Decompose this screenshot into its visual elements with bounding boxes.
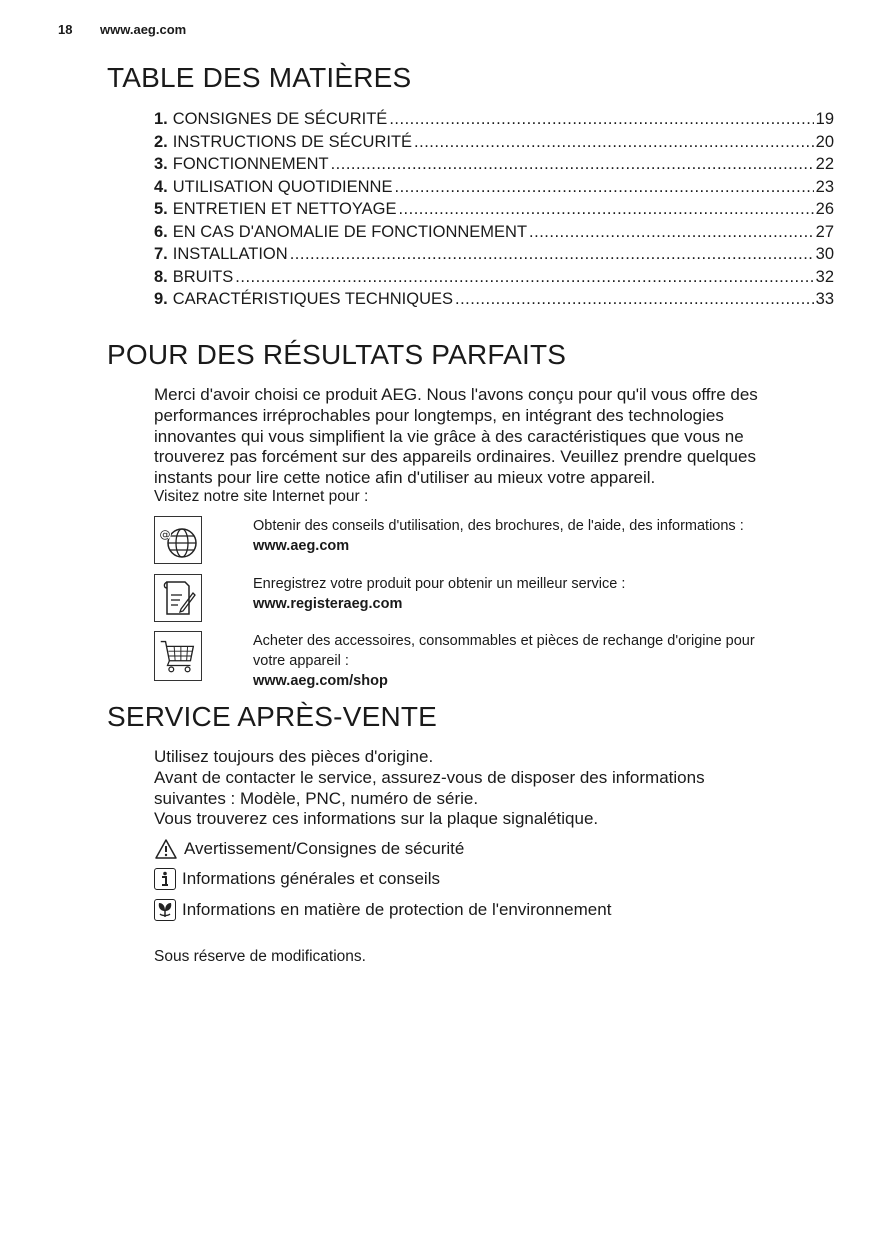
service-line: Utilisez toujours des pièces d'origine.: [154, 747, 434, 766]
toc-item-label: FONCTIONNEMENT: [172, 155, 329, 173]
toc-item-label: INSTALLATION: [172, 245, 288, 263]
toc-item-label: CARACTÉRISTIQUES TECHNIQUES: [172, 290, 453, 308]
link-url-aeg[interactable]: www.aeg.com: [253, 538, 350, 554]
link-url-shop[interactable]: www.aeg.com/shop: [253, 673, 388, 689]
toc-item[interactable]: [154, 290, 834, 313]
toc-item[interactable]: [154, 268, 834, 291]
symbol-warning-row: [154, 838, 464, 860]
service-title: SERVICE APRÈS-VENTE: [107, 701, 438, 732]
service-line: Vous trouverez ces informations sur la plaque signalétique.: [154, 809, 599, 829]
info-icon: [154, 868, 176, 890]
table-of-contents: [154, 110, 834, 313]
intro-line: innovantes qui vous simplifient la vie grâce à des caractéristiques que vous ne: [154, 426, 744, 446]
toc-item[interactable]: [154, 133, 834, 156]
toc-item-number: 5.: [154, 200, 168, 218]
toc-item-label: CONSIGNES DE SÉCURITÉ: [172, 110, 388, 128]
toc-item[interactable]: [154, 223, 834, 246]
link-url-register[interactable]: www.registeraeg.com: [253, 596, 403, 612]
register-document-icon: [154, 574, 202, 622]
toc-item-label: EN CAS D'ANOMALIE DE FONCTIONNEMENT: [172, 222, 528, 241]
toc-item-page: 23: [815, 177, 834, 196]
link-description: Enregistrez votre produit pour obtenir un meilleur service :: [253, 576, 626, 592]
link-description: Acheter des accessoires, consommables et pièces de rechange d'origine pour: [253, 633, 755, 649]
symbol-label: Avertissement/Consignes de sécurité: [184, 839, 465, 858]
toc-item-label: BRUITS: [172, 267, 234, 286]
toc-item-page: 30: [815, 245, 834, 263]
results-title: POUR DES RÉSULTATS PARFAITS: [107, 339, 567, 370]
toc-item-page: 26: [815, 200, 834, 218]
toc-item-page: 20: [815, 132, 834, 151]
toc-item[interactable]: [154, 110, 834, 133]
symbol-label: Informations en matière de protection de l'environnement: [182, 900, 612, 919]
toc-item-number: 1.: [154, 110, 168, 128]
toc-title: TABLE DES MATIÈRES: [107, 62, 412, 93]
toc-item-label: UTILISATION QUOTIDIENNE: [172, 177, 393, 196]
globe-at-icon: [154, 516, 202, 564]
modification-note: Sous réserve de modifications.: [154, 948, 366, 965]
toc-item-number: 4.: [154, 177, 168, 196]
intro-line: Merci d'avoir choisi ce produit AEG. Nous l'avons conçu pour qu'il vous offre des: [154, 385, 758, 404]
environment-icon: [154, 899, 176, 921]
toc-item-page: 33: [815, 290, 834, 308]
header-site-url: www.aeg.com: [100, 22, 187, 37]
page-number: 18: [58, 22, 73, 37]
service-line: Avant de contacter le service, assurez-vous de disposer des informations: [154, 767, 705, 787]
symbol-environment-row: [154, 899, 611, 921]
toc-item-label: ENTRETIEN ET NETTOYAGE: [172, 200, 397, 218]
service-line: suivantes : Modèle, PNC, numéro de série.: [154, 788, 479, 808]
toc-item-page: 22: [815, 155, 834, 173]
toc-item-page: 19: [815, 110, 834, 128]
intro-line: instants pour lire cette notice afin d'utiliser au mieux votre appareil.: [154, 468, 656, 488]
shopping-cart-icon: [154, 631, 202, 681]
symbol-label: Informations générales et conseils: [182, 869, 440, 888]
toc-item[interactable]: [154, 200, 834, 223]
toc-item-number: 3.: [154, 155, 168, 173]
link-row-info: [154, 516, 844, 568]
toc-item[interactable]: [154, 245, 834, 268]
toc-item-number: 6.: [154, 222, 168, 241]
service-paragraph: [154, 747, 839, 830]
intro-line: trouverez pas forcément sur des appareils ordinaires. Veuillez prendre quelques: [154, 447, 756, 467]
toc-item-number: 8.: [154, 267, 168, 286]
link-row-shop: [154, 631, 844, 687]
intro-paragraph: [154, 385, 839, 489]
toc-item-label: INSTRUCTIONS DE SÉCURITÉ: [172, 132, 413, 151]
symbol-info-row: [154, 868, 440, 890]
link-description: votre appareil :: [253, 653, 349, 669]
toc-item[interactable]: [154, 155, 834, 178]
toc-item-page: 27: [815, 222, 834, 241]
toc-item-number: 2.: [154, 132, 168, 151]
intro-line: performances irréprochables pour longtemps, en intégrant des technologies: [154, 405, 724, 425]
warning-icon: [154, 838, 178, 860]
visit-website-label: Visitez notre site Internet pour :: [154, 488, 369, 505]
toc-item-page: 32: [815, 267, 834, 286]
toc-item[interactable]: [154, 178, 834, 201]
toc-item-number: 7.: [154, 245, 168, 263]
svg-text:@: @: [159, 528, 171, 541]
link-description: Obtenir des conseils d'utilisation, des brochures, de l'aide, des informations :: [253, 518, 744, 534]
toc-item-number: 9.: [154, 290, 168, 308]
link-row-register: [154, 574, 844, 626]
